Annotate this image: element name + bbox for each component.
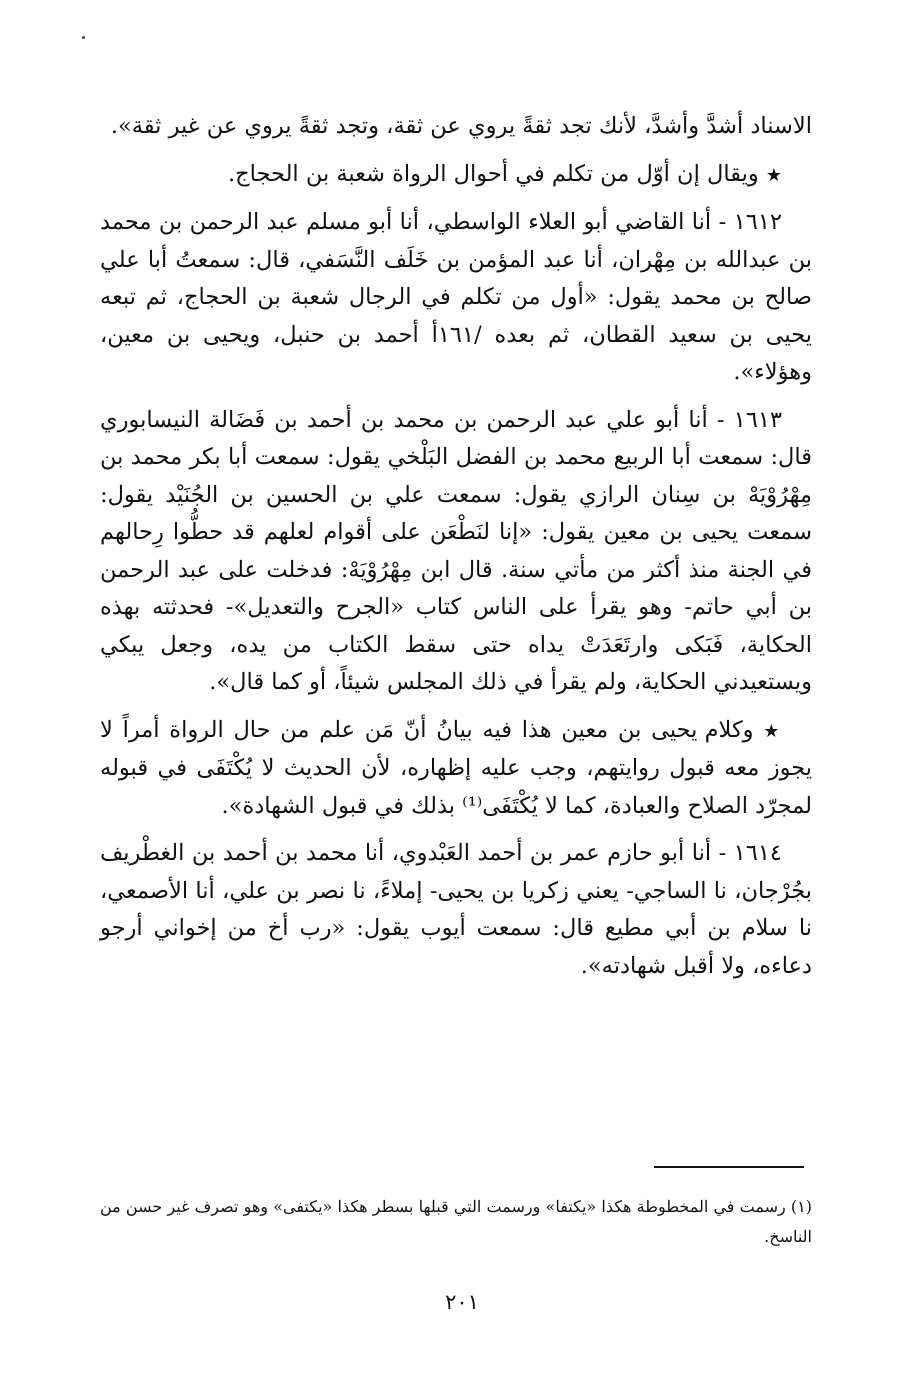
footnote-1: (١) رسمت في المخطوطة هكذا «يكتفا» ورسمت التي قبلها بسطر هكذا «يكتفى» وهو تصرف غير حسن من الناسخ. <box>100 1197 812 1246</box>
paragraph-4: ١٦١٣ - أنا أبو علي عبد الرحمن بن محمد بن أحمد بن فَضَالة النيسابوري قال: سمعت أبا الربيع محمد بن الفضل البَلْخي يقول: سمعت أبا بكر محمد بن مِهْرُوْيَهْ بن سِنان الرازي يقول: سمعت علي بن الحسين بن الجُنَيْد يقول: سمعت يحيى بن معين يقول: «إنا لنَطْعَن على أقوام لعلهم قد حطُّوا رِحالهم في الجنة منذ أكثر من مأتي سنة. قال ابن مِهْرُوْيَهْ: فدخلت على عبد الرحمن بن أبي حاتم- وهو يقرأ على الناس كتاب «الجرح والتعديل»- فحدثته بهذه الحكاية، فَبَكى وارتَعَدَتْ يداه حتى سقط الكتاب من يده، وجعل يبكي ويستعيدني الحكاية، ولم يقرأ في ذلك المجلس شيئاً، أو كما قال». <box>100 406 812 695</box>
footnote-divider <box>654 1166 804 1168</box>
star-marker: ★ <box>765 164 782 186</box>
footnotes <box>100 1192 812 1252</box>
paragraph-3: ١٦١٢ - أنا القاضي أبو العلاء الواسطي، أنا أبو مسلم عبد الرحمن بن محمد بن عبدالله بن مِهْران، أنا عبد المؤمن بن خَلَف النَّسَفي، قال: سمعتُ أبا علي صالح بن محمد يقول: «أول من تكلم في الرجال شعبة بن الحجاج، ثم تبعه يحيى بن سعيد القطان، ثم بعده /١٦١أ أحمد بن حنبل، ويحيى بن معين، وهؤلاء». <box>100 209 812 385</box>
page-number: ٢٠١ <box>445 1290 479 1314</box>
paragraph-2: ★ ويقال إن أوّل من تكلم في أحوال الرواة شعبة بن الحجاج. <box>227 160 782 187</box>
paragraph-5: ★ وكلام يحيى بن معين هذا فيه بيانُ أنّ مَن علم من حال الرواة أمراً لا يجوز معه قبول روايتهم، وجب عليه إظهاره، لأن الحديث لا يُكْتَفَى في قبوله لمجرّد الصلاح والعبادة، كما لا يُكْتَفَى⁽¹⁾ بذلك في قبول الشهادة». <box>100 716 812 819</box>
scan-speck <box>82 36 85 39</box>
paragraph-6: ١٦١٤ - أنا أبو حازم عمر بن أحمد العَبْدوي، أنا محمد بن أحمد بن الغطْريف بجُرْجان، نا الساجي- يعني زكريا بن يحيى- إملاءً، نا نصر بن علي، أنا الأصمعي، نا سلام بن أبي مطيع قال: سمعت أيوب يقول: «رب أخ من إخواني أرجو دعاءه، ولا أقبل شهادته». <box>100 840 812 979</box>
star-marker: ★ <box>763 720 783 742</box>
paragraph-1: الاسناد أشدَّ وأشدَّ، لأنك تجد ثقةً يروي عن ثقة، وتجد ثقةً يروي عن غير ثقة». <box>110 113 812 139</box>
footnote-marker: (١) <box>790 1197 812 1216</box>
main-text <box>100 108 812 995</box>
